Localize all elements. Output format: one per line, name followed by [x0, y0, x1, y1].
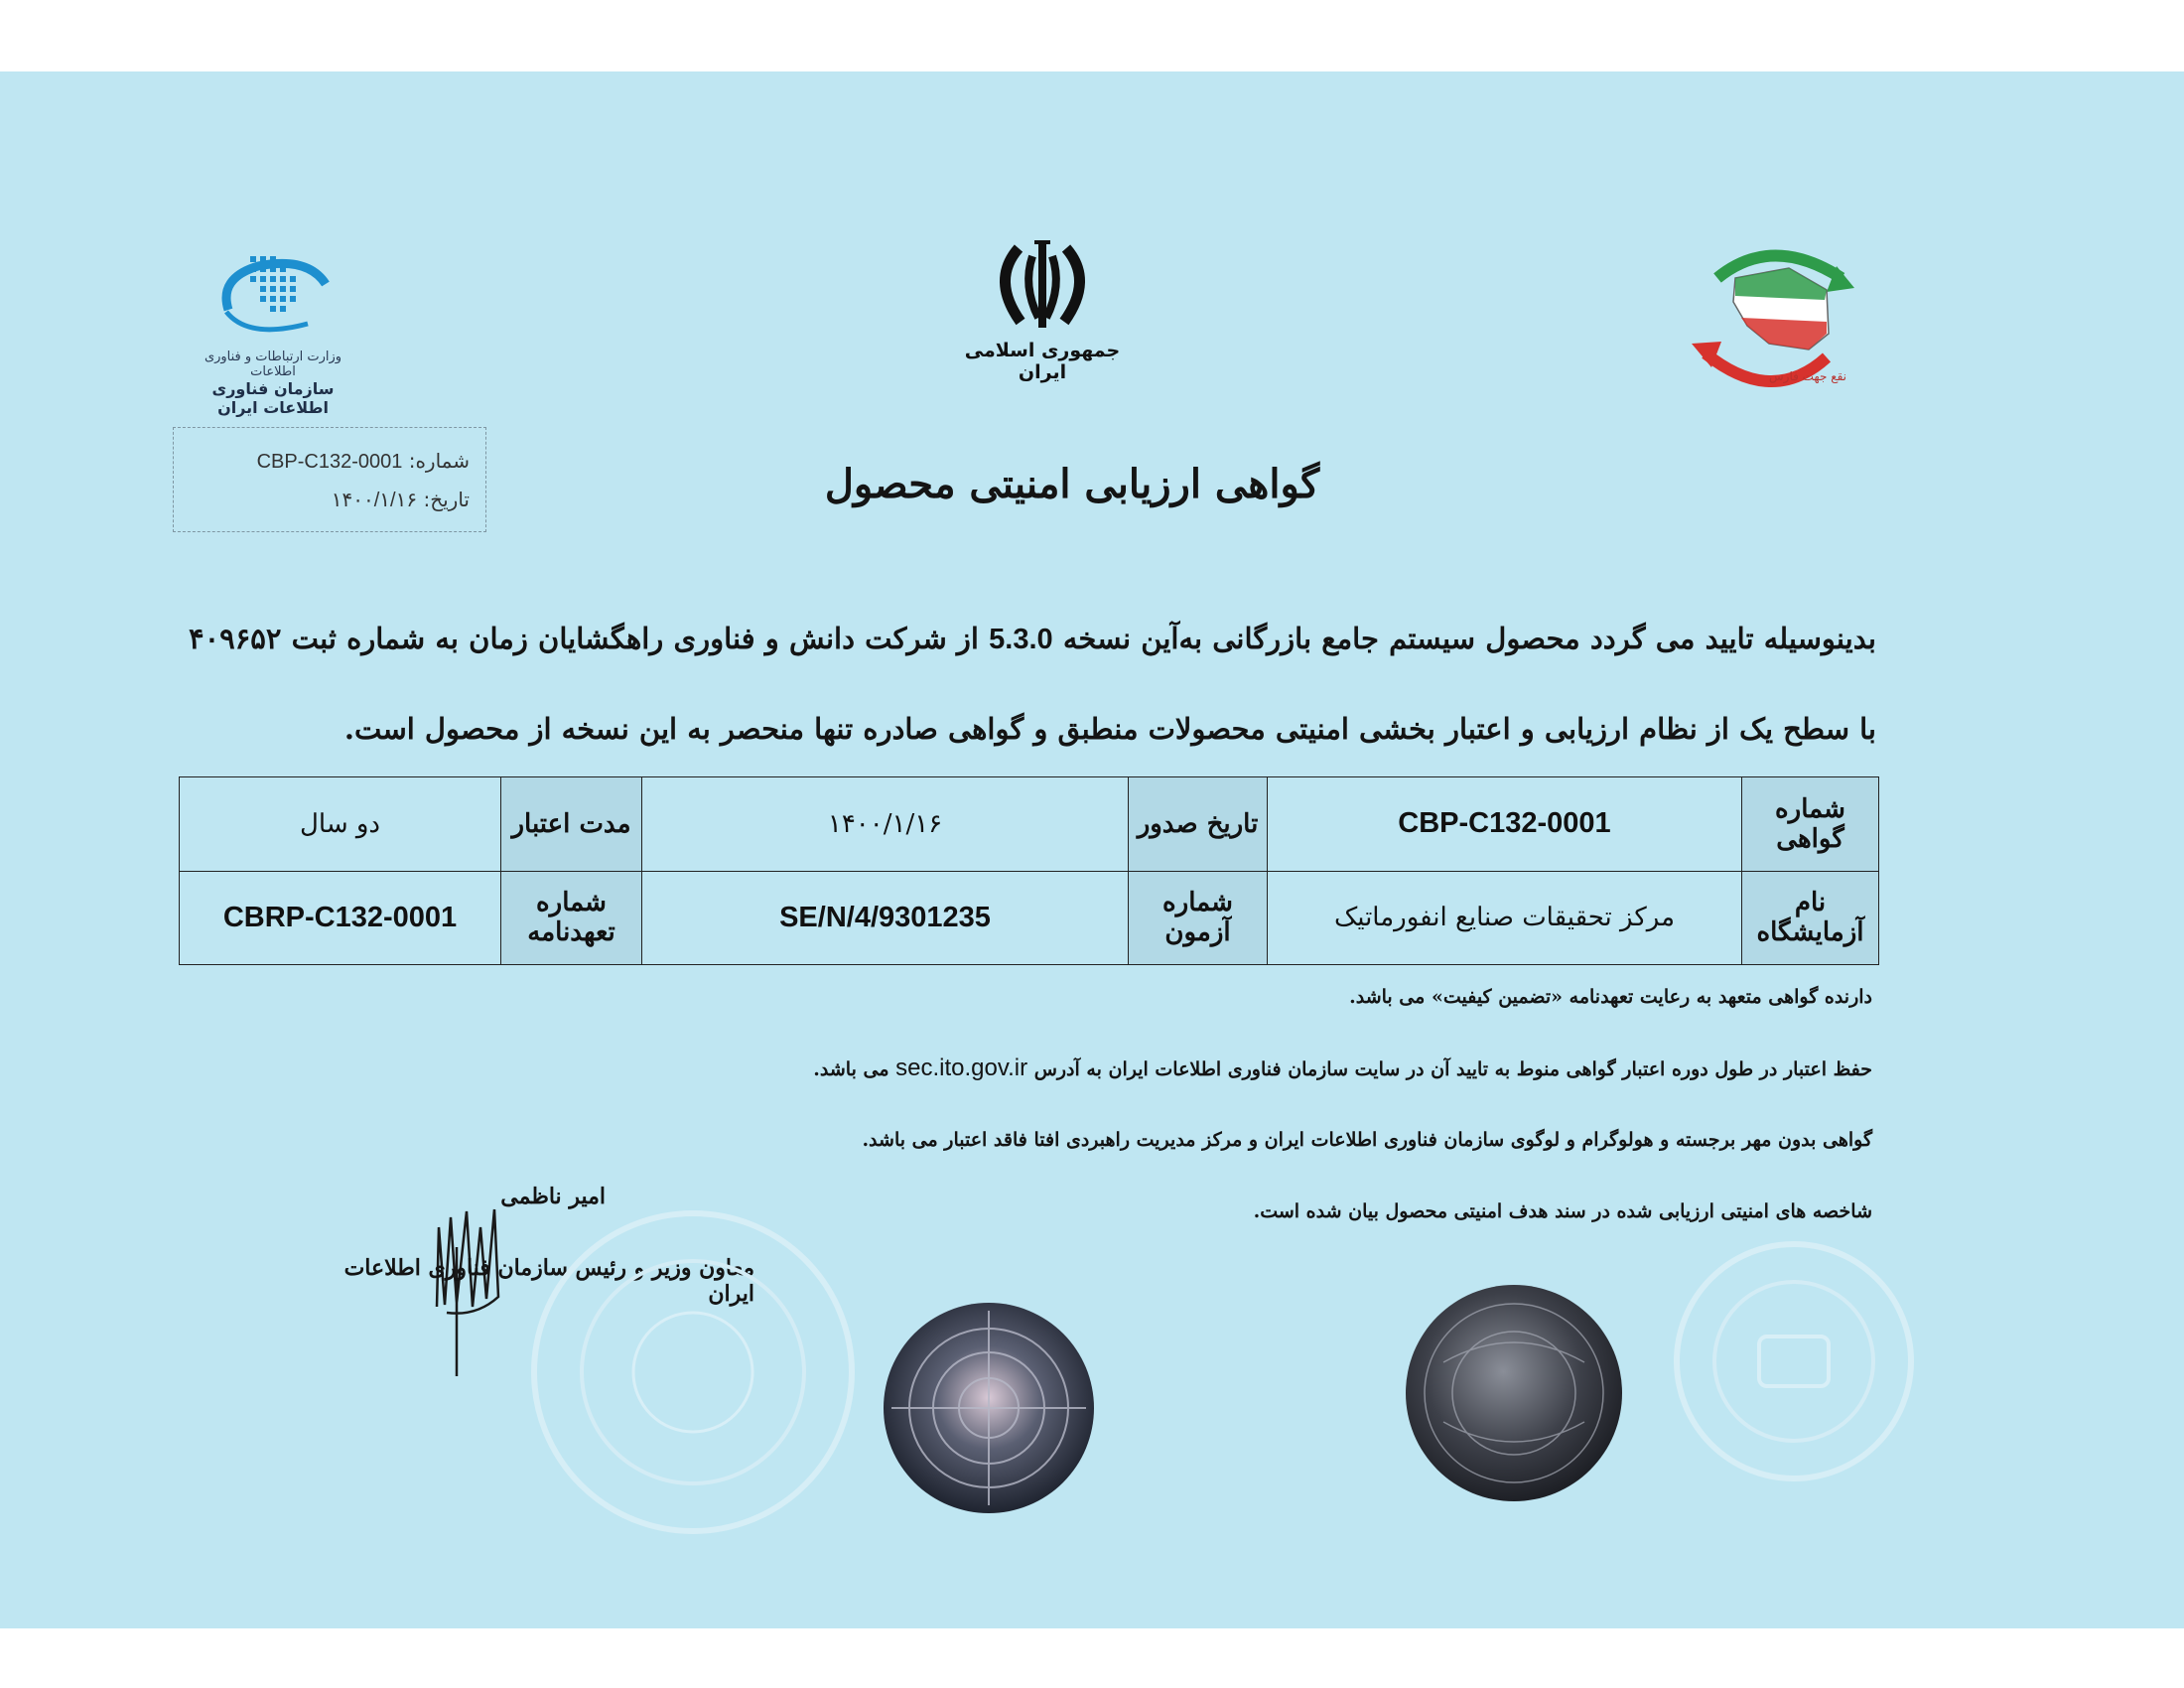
commitment-value: CBRP-C132-0001	[180, 871, 501, 965]
body-part1: بدینوسیله تایید می گردد محصول سیستم جامع بازرگانی به‌آین نسخه	[1062, 622, 1876, 655]
cert-no-value: CBP-C132-0001	[1268, 777, 1742, 872]
test-no-value: 9301235/SE/N/4	[642, 871, 1129, 965]
map-logo-text: نقع جهت فارس	[1769, 369, 1846, 383]
number-value: CBP-C132-0001	[256, 451, 403, 473]
date-line	[190, 481, 470, 519]
body-version: 5.3.0	[989, 624, 1053, 655]
note-4: شاخصه های امنیتی ارزیابی شده در سند هدف امنیتی محصول بیان شده است.	[1253, 1200, 1872, 1222]
date-label: تاریخ:	[423, 488, 470, 511]
test-no-label: شماره آزمون	[1129, 871, 1268, 965]
date-value: ۱۴۰۰/۱/۱۶	[331, 490, 418, 511]
number-date-box	[173, 427, 486, 532]
certificate-info-table	[179, 776, 1879, 965]
ito-logo-line2: سازمان فناوری اطلاعات ایران	[211, 379, 335, 417]
commitment-label: شماره تعهدنامه	[501, 871, 642, 965]
left-emboss-seal	[524, 1203, 862, 1545]
signer-role: معاون وزیر و رئیس سازمان فناوری اطلاعات ایران	[343, 1255, 754, 1307]
table-row	[180, 777, 1879, 872]
note-1: دارنده گواهی متعهد به رعایت تعهدنامه «تضمین کیفیت» می باشد.	[1349, 986, 1872, 1008]
emboss-seal-icon	[1670, 1237, 1918, 1485]
signer-name: امیر ناظمی	[500, 1184, 606, 1209]
validity-value: دو سال	[180, 777, 501, 872]
note-2-url: sec.ito.gov.ir	[895, 1055, 1028, 1081]
table-row	[180, 871, 1879, 965]
certificate-title: گواهی ارزیابی امنیتی محصول	[824, 461, 1320, 507]
ito-logo-line1: وزارت ارتباطات و فناوری اطلاعات	[204, 350, 342, 379]
ito-globe-icon	[208, 248, 338, 344]
issue-date-label: تاریخ صدور	[1129, 777, 1268, 872]
validity-label: مدت اعتبار	[501, 777, 642, 872]
hologram-icon	[882, 1301, 1096, 1515]
map-logo	[1678, 238, 1866, 397]
iran-emblem	[943, 234, 1142, 383]
body-part2: از شرکت دانش و فناوری راهگشایان زمان به شماره ثبت ۴۰۹۶۵۲ با سطح یک از نظام ارزیابی و اعتبار بخشی امنیتی محصولات منطبق و گواهی صادره تنها منحصر به این نسخه از محصول است.	[189, 622, 1876, 746]
issue-date-value: ۱۴۰۰/۱/۱۶	[642, 777, 1129, 872]
lab-value: مرکز تحقیقات صنایع انفورماتیک	[1268, 871, 1742, 965]
number-label: شماره:	[408, 449, 470, 473]
lab-label: نام آزمایشگاه	[1742, 871, 1879, 965]
certificate-body	[189, 594, 1876, 774]
note-2-after: می باشد.	[813, 1058, 889, 1080]
seal-icon	[1404, 1283, 1624, 1503]
certificate-notes	[813, 977, 1872, 1263]
note-2	[813, 1049, 1872, 1120]
center-seal	[1404, 1283, 1624, 1507]
emblem-caption: جمهوری اسلامی ایران	[964, 340, 1121, 383]
hologram	[882, 1301, 1096, 1519]
number-line	[190, 442, 470, 481]
emboss-seal-icon	[524, 1203, 862, 1541]
cert-no-label: شماره گواهی	[1742, 777, 1879, 872]
ito-logo	[189, 248, 357, 417]
note-2-before: حفظ اعتبار در طول دوره اعتبار گواهی منوط به تایید آن در سایت سازمان فناوری اطلاعات ایران به آدرس	[1033, 1058, 1872, 1080]
emblem-icon	[973, 234, 1112, 334]
note-3: گواهی بدون مهر برجسته و هولوگرام و لوگوی سازمان فناوری اطلاعات ایران و مرکز مدیریت راهبردی افتا فاقد اعتبار می باشد.	[862, 1129, 1872, 1151]
right-emboss-seal	[1670, 1237, 1918, 1489]
